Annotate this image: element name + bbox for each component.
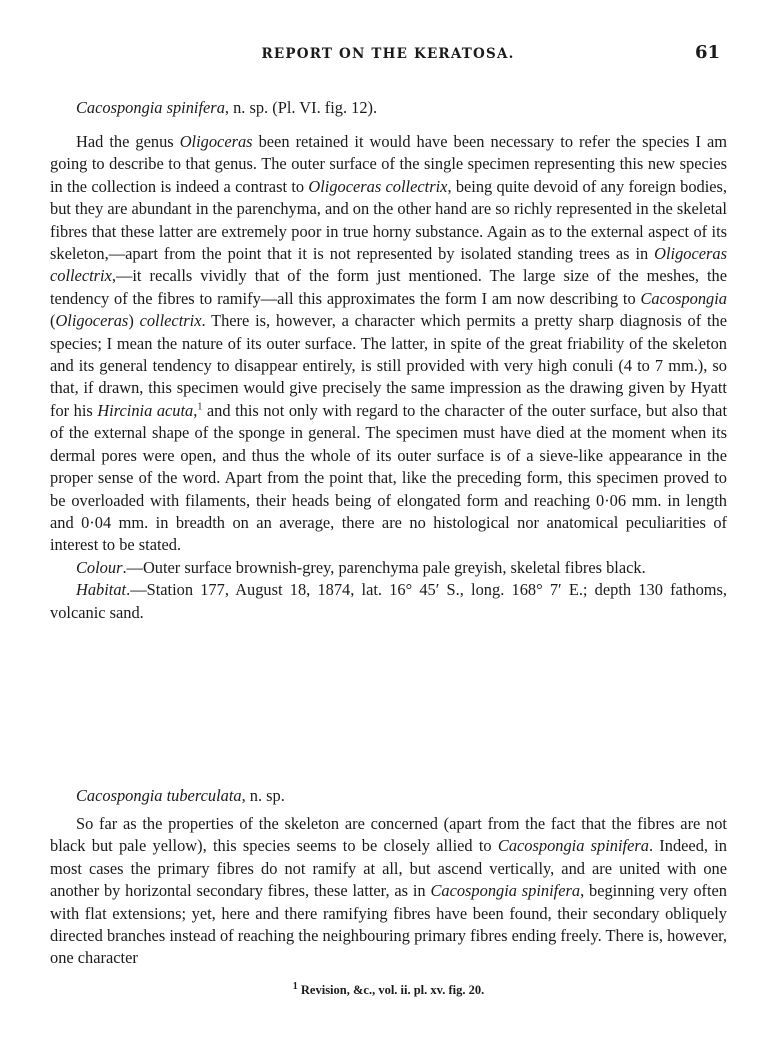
text-run: and this not only with regard to the character of the outer surface, but also that of the external shape of the sponge in general. The specimen must have died at the moment when its dermal pores were open, and thus the whole of its outer surface is of a sieve-like appearance in the proper sense of the word. Apart from the point that, like the preceding form, this specimen proved to be overloaded with filaments, their heads being of elongated form and reaching 0·06 mm. in length and 0·04 mm. in breadth on an average, there are no histological nor anatomical peculiarities of interest to be stated.: [50, 400, 728, 555]
text-run: ,—it recalls vividly that of the form just mentioned. The large size of the meshes, the tendency of the fibres to ramify—all this approximates the form I am now describing to: [50, 266, 727, 308]
habitat-text: .—Station 177, August 18, 1874, lat. 16° 45′ S., long. 168° 7′ E.; depth 130 fathoms, volcanic sand.: [50, 580, 727, 622]
footnote-ref: 1: [197, 401, 203, 413]
species-heading-rest: , n. sp. (Pl. VI. fig. 12).: [224, 98, 378, 117]
taxon-name: Cacospongia: [640, 288, 727, 308]
taxon-name: Hircinia acuta: [97, 400, 194, 420]
habitat-label: Habitat: [76, 580, 127, 600]
footnote-marker: 1: [292, 980, 298, 992]
colour-label: Colour: [76, 557, 123, 577]
text-run: . Indeed, in most cases the primary fibres do not ramify at all, but ascend vertically, and are united with one another by horizontal secondary fibres, these latter, as in: [50, 836, 727, 901]
description-section-spinifera: [50, 131, 727, 624]
text-run: been retained it would have been necessary to refer the species I am going to describe to that genus. The outer surface of the single specimen representing this new species in the collection is indeed a contrast to: [50, 132, 727, 196]
text-run: So far as the properties of the skeleton are concerned (apart from the fact that the fibres are not black but pale yellow), this species seems to be closely allied to: [50, 814, 727, 856]
species-heading-spinifera: [50, 97, 753, 119]
page-number: 61: [694, 42, 720, 63]
text-run: . There is, however, a character which permits a pretty sharp diagnosis of the species; I mean the nature of its outer surface. The latter, in spite of the great friability of the skeleton and its general tendency to disappear entirely, is still provided with very high conuli (4 to 7 mm.), so that, if drawn, this specimen would give precisely the same impression as the drawing given by Hyatt for his: [50, 311, 727, 420]
taxon-name: Oligoceras: [179, 132, 253, 151]
text-run: ): [128, 311, 140, 331]
text-run: , beginning very often with flat extensions; yet, here and there ramifying fibres have been found, their secondary obliquely directed branches instead of reaching the neighbouring primary fibres ending freely. There is, however, one character: [50, 881, 728, 968]
species-name: Cacospongia tuberculata: [76, 786, 242, 805]
habitat-paragraph: [50, 579, 727, 624]
text-run: (: [50, 311, 56, 331]
taxon-name: Cacospongia spinifera: [497, 836, 649, 856]
text-run: Had the genus: [76, 132, 180, 151]
footnote-text: Revision, &c., vol. ii. pl. xv. fig. 20.: [297, 983, 485, 997]
species-heading-rest: , n. sp.: [241, 786, 285, 805]
colour-paragraph: [50, 557, 727, 579]
description-section-tuberculata: [50, 813, 727, 970]
taxon-name: Cacospongia spinifera: [430, 881, 581, 901]
description-paragraph: Had the genus Oligoceras been retained it would have been necessary to refer the species I am going to describe to that genus. The outer surface of the single specimen representing this new species in the collection is indeed a contrast to Oligoceras collectrix, being quite devoid of any foreign bodies, but they are abundant in the parenchyma, and on the other hand are so richly represented in the skeletal fibres that these latter are extremely poor in true horny substance. Again as to the external aspect of its skeleton,—apart from the point that it is not represented by isolated standing trees as in Oligoceras collectrix,—it recalls vividly that of the form just mentioned. The large size of the meshes, the tendency of the fibres to ramify—all this approximates the form I am now describing to Cacospongia (Oligoceras) collectrix. There is, however, a character which permits a pretty sharp diagnosis of the species; I mean the nature of its outer surface. The latter, in spite of the great friability of the skeleton and its general tendency to disappear entirely, is still provided with very high conuli (4 to 7 mm.), so that, if drawn, this specimen would give precisely the same impression as the drawing given by Hyatt for his Hircinia acuta,$^1$ and this not only with regard to the character of the outer surface, but also that of the external shape of the sponge in general. The specimen must have died at the moment when its dermal pores were open, and thus the whole of its outer surface is of a sieve-like appearance in the proper sense of the word. Apart from the point that, like the preceding form, this specimen proved to be overloaded with filaments, their heads being of elongated form and reaching 0·06 mm. in length and 0·04 mm. in breadth on an average, there are no histological nor anatomical peculiarities of interest to be stated.: [50, 132, 728, 555]
taxon-name: collectrix: [139, 311, 202, 331]
running-head: [50, 42, 726, 70]
species-name: Cacospongia spinifera: [76, 98, 225, 117]
text-run: , being quite devoid of any foreign bodies, but they are abundant in the parenchyma, and on the other hand are so richly represented in the skeletal fibres that these latter are extremely poor in true horny substance. Again as to the external aspect of its skeleton,—apart from the point that it is not represented by isolated standing trees as in: [50, 176, 728, 264]
running-head-title: REPORT ON THE KERATOSA.: [261, 46, 515, 62]
colour-text: .—Outer surface brownish-grey, parenchyma pale greyish, skeletal fibres black.: [122, 557, 646, 577]
taxon-name: Oligoceras collectrix: [308, 176, 448, 196]
species-heading-tuberculata: [50, 785, 753, 807]
taxon-name: Oligoceras: [55, 311, 129, 331]
taxon-name: Oligoceras collectrix: [50, 244, 727, 286]
description-paragraph: [50, 813, 727, 970]
footnote: [50, 980, 727, 998]
